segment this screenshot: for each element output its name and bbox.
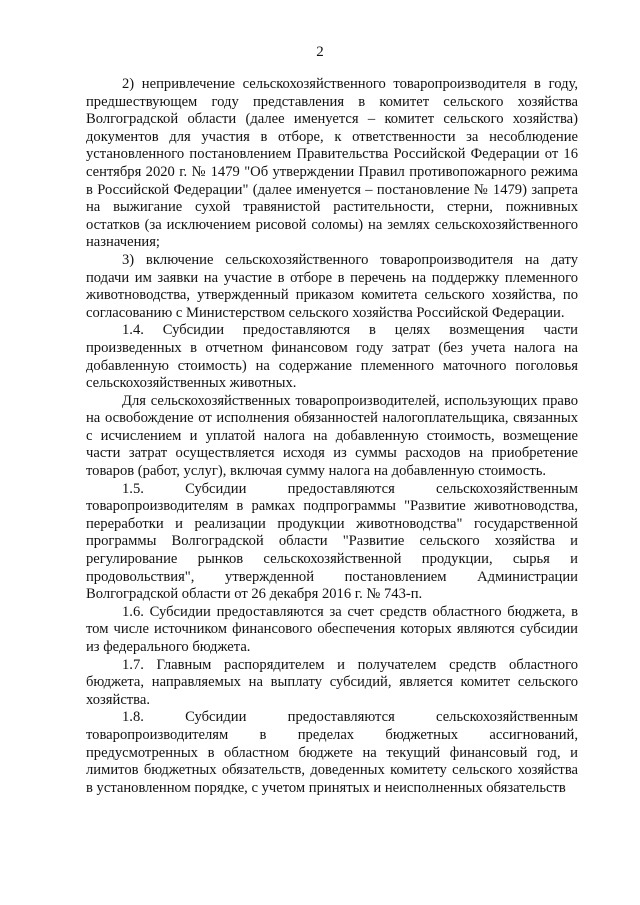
paragraph-1-8: 1.8. Субсидии предоставляются сельскохозяйственным товаропроизводителям в пределах бюджетных ассигнований, предусмотренных в областном бюджете на текущий финансовый год, и лимитов бюджетных обязательств, доведенных комитету сельского хозяйства в установленном порядке, с учетом принятых и неисполненных обязательств [86,709,578,796]
document-body [86,76,578,797]
paragraph-vat-exemption: Для сельскохозяйственных товаропроизводителей, использующих право на освобождение от исполнения обязанностей налогоплательщика, связанных с исчислением и уплатой налога на добавленную стоимость, возмещение части затрат осуществляется исходя из суммы расходов на приобретение товаров (работ, услуг), включая сумму налога на добавленную стоимость. [86,392,578,480]
paragraph-1-7: 1.7. Главным распорядителем и получателем средств областного бюджета, направляемых на выплату субсидий, является комитет сельского хозяйства. [86,656,578,708]
paragraph-1-5: 1.5. Субсидии предоставляются сельскохозяйственным товаропроизводителям в рамках подпрограммы "Развитие животноводства, переработки и реализации продукции животноводства" государственной программы Волгоградской области "Развитие сельского хозяйства и регулирование рынков сельскохозяйственной продукции, сырья и продовольствия", утвержденной постановлением Администрации Волгоградской области от 26 декабря 2016 г. № 743-п. [86,480,578,603]
paragraph-item-3: 3) включение сельскохозяйственного товаропроизводителя на дату подачи им заявки на участие в отборе в перечень на поддержку племенного животноводства, утвержденный приказом комитета сельского хозяйства, по согласованию с Министерством сельского хозяйства Российской Федерации. [86,251,578,321]
paragraph-1-4: 1.4. Субсидии предоставляются в целях возмещения части произведенных в отчетном финансовом году затрат (без учета налога на добавленную стоимость) на содержание племенного маточного поголовья сельскохозяйственных животных. [86,322,578,392]
paragraph-item-2: 2) непривлечение сельскохозяйственного товаропроизводителя в году, предшествующем году представления в комитет сельского хозяйства Волгоградской области (далее именуется – комитет сельского хозяйства) документов для участия в отборе, к ответственности за несоблюдение установленного постановлением Правительства Российской Федерации от 16 сентября 2020 г. № 1479 "Об утверждении Правил противопожарного режима в Российской Федерации" (далее именуется – постановление № 1479) запрета на выжигание сухой травянистой растительности, стерни, пожнивных остатков (за исключением рисовой соломы) на землях сельскохозяйственного назначения; [86,76,578,251]
page-number: 2 [316,44,324,60]
paragraph-1-6: 1.6. Субсидии предоставляются за счет средств областного бюджета, в том числе источником финансового обеспечения которых являются субсидии из федерального бюджета. [86,603,578,655]
